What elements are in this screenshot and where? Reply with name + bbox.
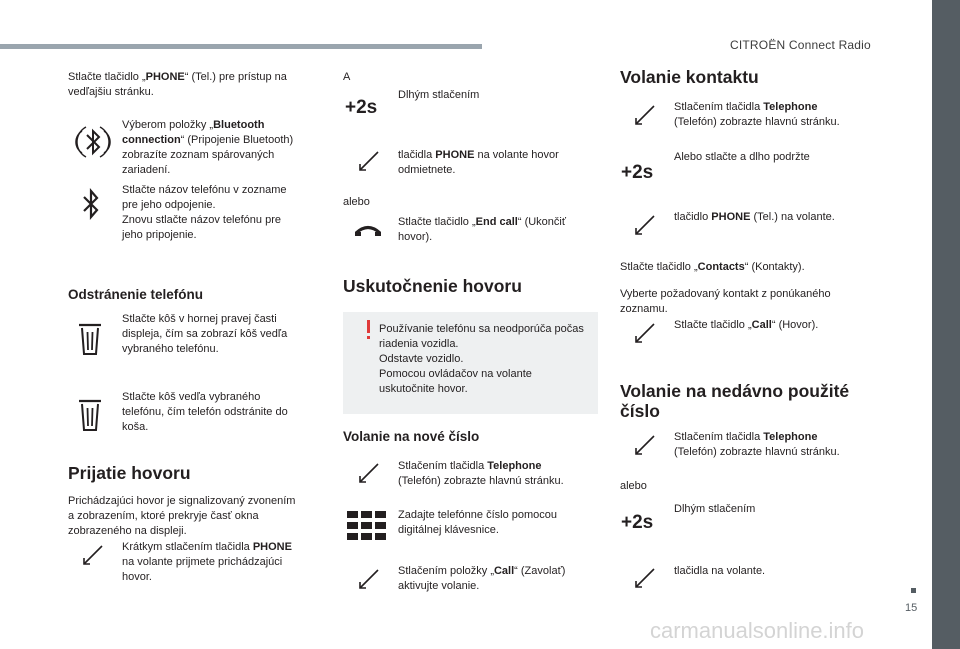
or-text: alebo [620,480,647,492]
watermark: carmanualsonline.info [650,618,865,643]
phone-handset-icon [634,214,656,236]
hold-2s-icon: +2s [621,162,654,183]
phone-name-text: Stlačte názov telefónu v zozname pre jeho odpojenie. Znovu stlačte názov telefónu pre jeho pripojenie. [122,184,287,241]
intro-text: Stlačte tlačidlo „PHONE“ (Tel.) pre prístup na vedľajšiu stránku. [68,71,287,98]
keypad-icon [347,511,387,541]
bluetooth-settings-icon [73,122,113,162]
recent-number-heading: Volanie na nedávno použité číslo [620,381,850,421]
phone-handset-icon [634,434,656,456]
phone-handset-icon [358,150,380,172]
end-call-icon [353,222,383,238]
phone-wheel-text: tlačidlo PHONE (Tel.) na volante. [674,211,835,223]
hold-2s-icon: +2s [621,512,654,533]
reject-call-text: tlačidla PHONE na volante hovor odmietnete. [398,149,559,176]
brand-title: CITROËN Connect Radio [730,38,871,52]
trash-icon [78,398,102,432]
remove-phone-heading: Odstránenie telefónu [68,287,204,302]
phone-handset-icon [358,568,380,590]
phone-handset-icon [634,567,656,589]
contacts-text: Stlačte tlačidlo „Contacts“ (Kontakty). [620,261,805,273]
receive-call-text: Prichádzajúci hovor je signalizovaný zvonením a zobrazením, ktoré prekryje časť okna zobrazeného na displeji. [68,495,296,537]
wheel-button-text: tlačidla na volante. [674,565,766,577]
call-item-text: Stlačením položky „Call“ (Zavolať) aktivujte volanie. [398,565,566,592]
bluetooth-connection-text: Výberom položky „Bluetooth connection“ (Pripojenie Bluetooth) zobrazíte zoznam spárovaných zariadení. [122,119,294,176]
telephone-button-text: Stlačením tlačidla Telephone (Telefón) zobrazte hlavnú stránku. [674,101,840,128]
select-contact-text: Vyberte požadovaný kontakt z ponúkaného zoznamu. [620,288,831,315]
long-press-text: Dlhým stlačením [674,503,756,515]
make-call-heading: Uskutočnenie hovoru [343,276,522,296]
phone-handset-icon [82,544,104,566]
end-call-text: Stlačte tlačidlo „End call“ (Ukončiť hovor). [398,216,566,243]
phone-handset-icon [634,104,656,126]
warning-icon [366,320,371,339]
trash-step-1-text: Stlačte kôš v hornej pravej časti displeja, čím sa zobrazí kôš vedľa vybraného telefónu. [122,313,288,355]
short-press-text: Krátkym stlačením tlačidla PHONE na volante prijmete prichádzajúci hovor. [122,541,292,583]
bluetooth-icon [82,188,100,220]
header-accent-bar [0,44,482,49]
side-bar [932,0,960,649]
label-a: A [343,71,351,83]
phone-handset-icon [634,322,656,344]
phone-handset-icon [358,462,380,484]
hold-2s-icon: +2s [345,97,378,118]
page-number: 15 [905,602,918,614]
new-number-heading: Volanie na nové číslo [343,429,480,444]
trash-icon [78,322,102,356]
trash-step-2-text: Stlačte kôš vedľa vybraného telefónu, čím telefón odstránite do koša. [122,391,288,433]
telephone-button-text: Stlačením tlačidla Telephone (Telefón) zobrazte hlavnú stránku. [674,431,840,458]
page-marker [911,588,916,593]
hold-text: Alebo stlačte a dlho podržte [674,151,810,163]
call-button-text: Stlačte tlačidlo „Call“ (Hovor). [674,319,819,331]
receive-call-heading: Prijatie hovoru [68,463,191,483]
call-contact-heading: Volanie kontaktu [620,67,759,87]
keypad-text: Zadajte telefónne číslo pomocou digitálnej klávesnice. [398,509,557,536]
long-press-text: Dlhým stlačením [398,89,480,101]
or-text: alebo [343,196,370,208]
warning-text: Používanie telefónu sa neodporúča počas riadenia vozidla. Odstavte vozidlo. Pomocou ovládačov na volante uskutočnite hovor. [379,323,584,395]
telephone-button-text: Stlačením tlačidla Telephone (Telefón) zobrazte hlavnú stránku. [398,460,564,487]
